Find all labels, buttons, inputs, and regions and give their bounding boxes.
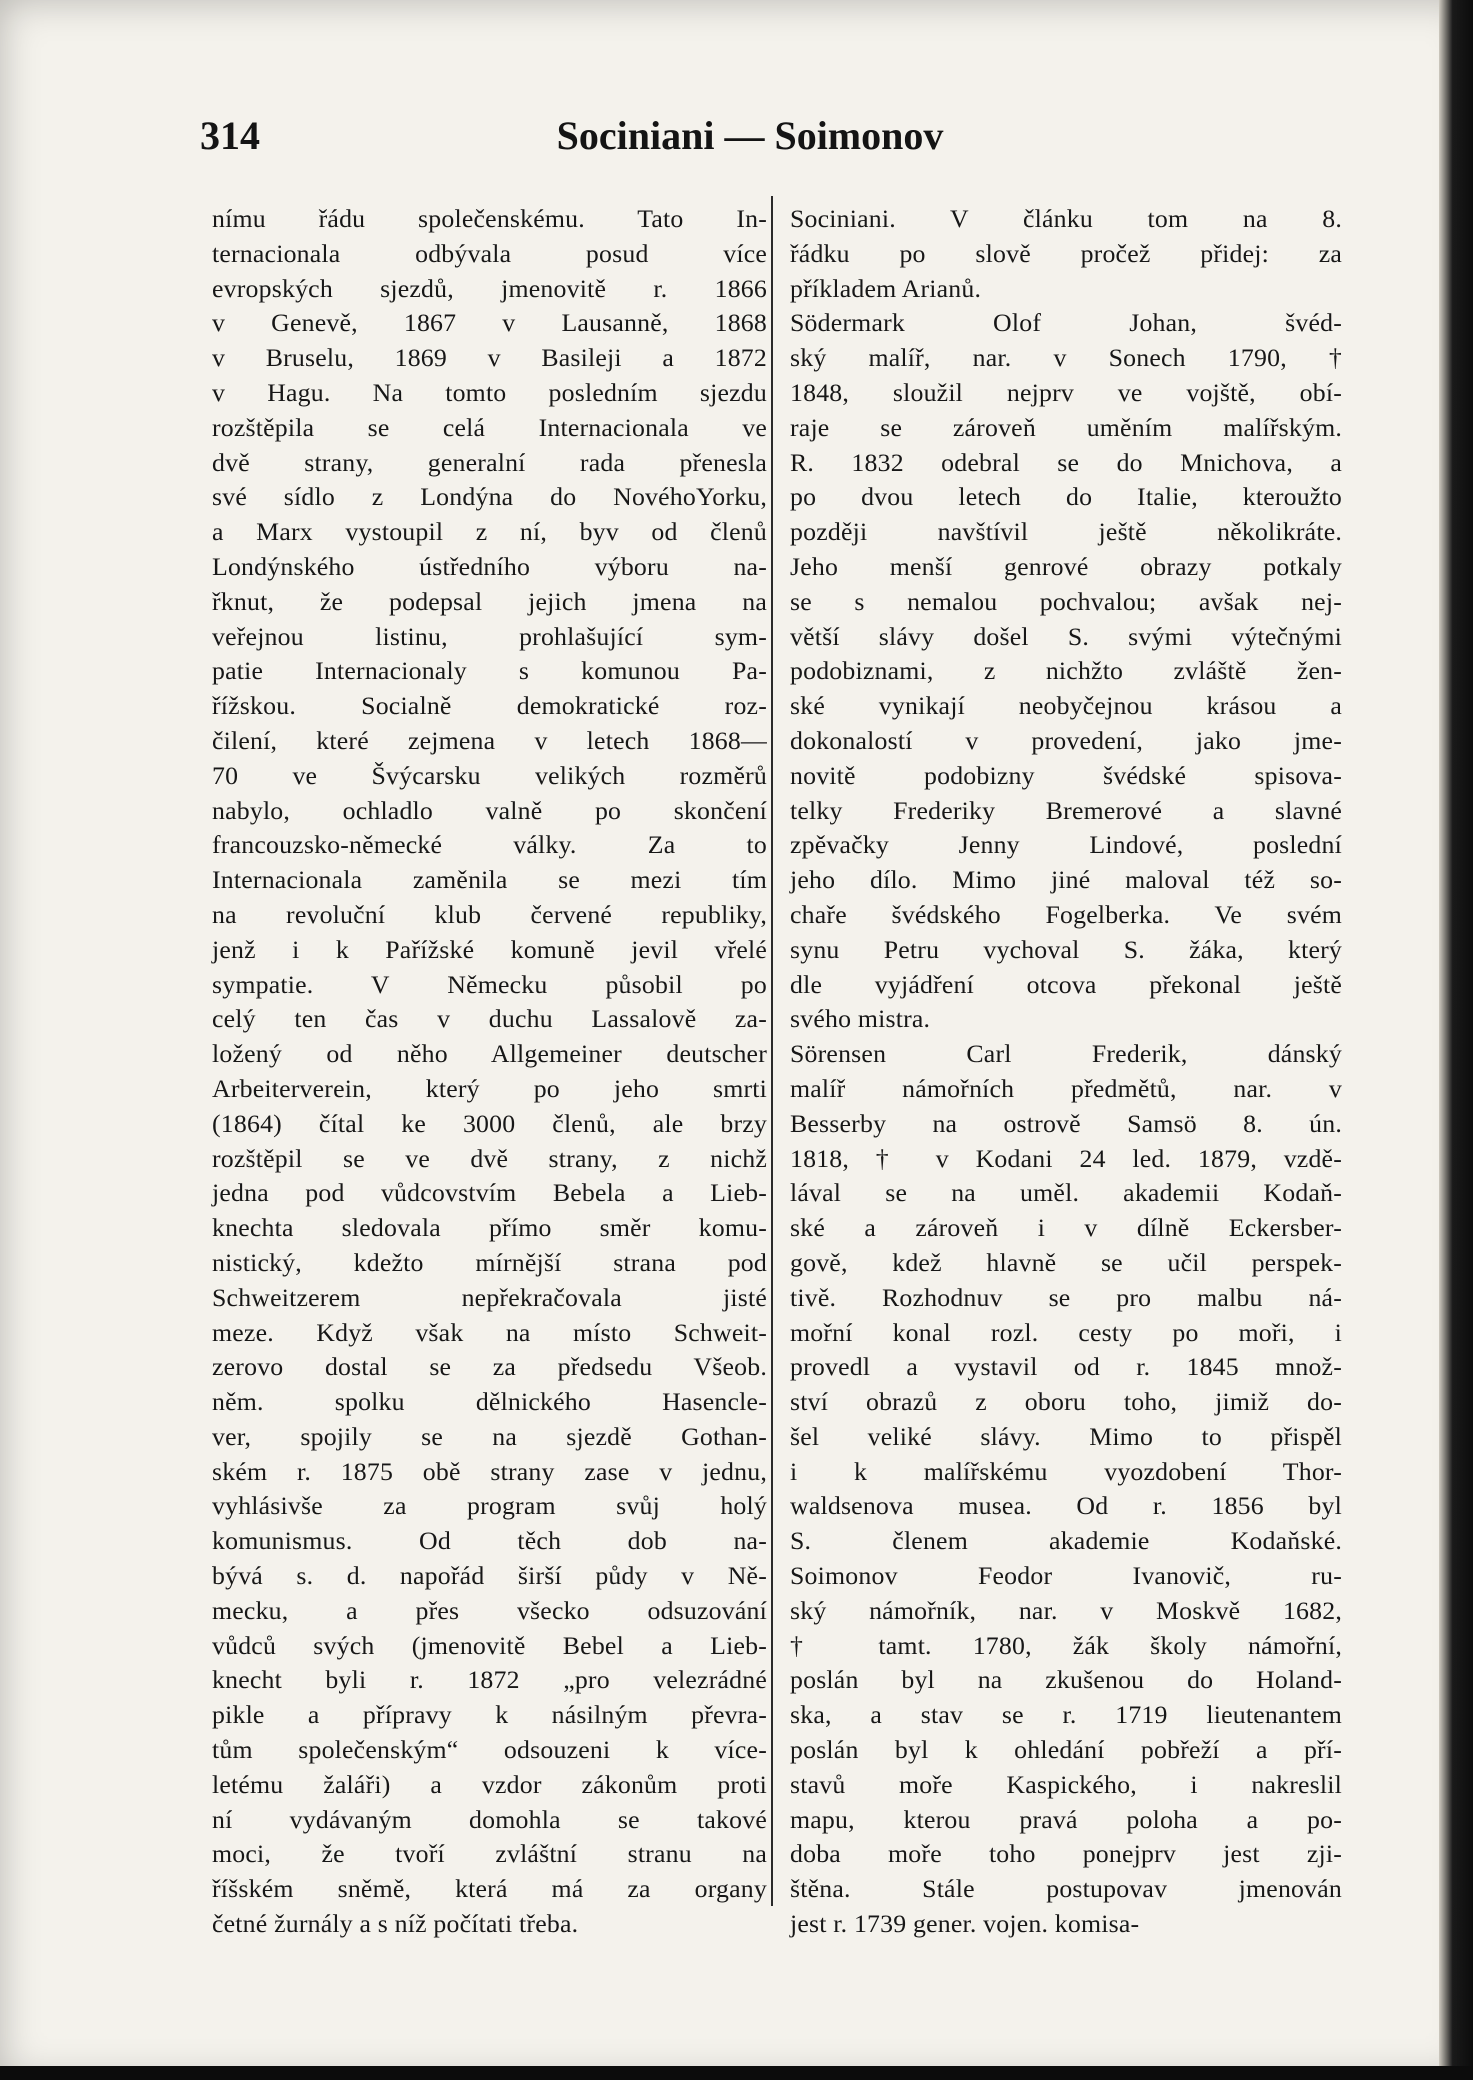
page-header xyxy=(200,112,1300,172)
text-line: doba moře toho ponejprv jest zji- xyxy=(790,1839,1342,1869)
text-line: ském r. 1875 obě strany zase v jednu, xyxy=(212,1456,767,1486)
text-line: jest r. 1739 gener. vojen. komisa- xyxy=(790,1909,1140,1939)
running-title: Sociniani — Soimonov xyxy=(556,113,944,158)
text-line: pikle a přípravy k násilným převra- xyxy=(212,1700,767,1730)
text-line: šel veliké slávy. Mimo to přispěl xyxy=(790,1421,1342,1451)
text-line: ver, spojily se na sjezdě Gothan- xyxy=(212,1421,767,1451)
text-line: později navštívil ještě několikráte. xyxy=(790,517,1342,547)
text-line: ský malíř, nar. v Sonech 1790, † xyxy=(790,343,1342,373)
text-line: 1848, sloužil nejprv ve vojště, obí- xyxy=(790,377,1342,407)
text-line: mapu, kterou pravá poloha a po- xyxy=(790,1804,1342,1834)
text-line: telky Frederiky Bremerové a slavné xyxy=(790,795,1342,825)
text-line: Arbeiterverein, který po jeho smrti xyxy=(212,1073,767,1103)
text-line: raje se zároveň uměním malířským. xyxy=(790,412,1342,442)
text-line: ní vydávaným domohla se takové xyxy=(212,1804,767,1834)
text-line: nímu řádu společenskému. Tato In- xyxy=(212,204,767,233)
text-line: říšském sněmě, která má za organy xyxy=(212,1874,767,1904)
text-line: svého mistra. xyxy=(790,1004,931,1034)
text-line: příkladem Arianů. xyxy=(790,273,982,303)
text-line: R. 1832 odebral se do Mnichova, a xyxy=(790,447,1342,477)
text-line: synu Petru vychoval S. žáka, který xyxy=(790,934,1342,964)
text-line: poslán byl k ohledání pobřeží a pří- xyxy=(790,1735,1342,1765)
text-line: větší slávy došel S. svými výtečnými xyxy=(790,621,1342,651)
text-line: Sörensen Carl Frederik, dánský xyxy=(790,1039,1342,1069)
text-line: na revoluční klub červené republiky, xyxy=(212,899,767,929)
text-line: četné žurnály a s níž počítati třeba. xyxy=(212,1909,579,1939)
page-edge-right xyxy=(1439,0,1473,2080)
text-line: ska, a stav se r. 1719 lieutenantem xyxy=(790,1700,1342,1730)
text-line: 1818, † v Kodani 24 led. 1879, vzdě- xyxy=(790,1143,1342,1173)
text-line: † tamt. 1780, žák školy námořní, xyxy=(790,1630,1342,1660)
page-edge-bottom xyxy=(0,2066,1473,2080)
text-line: waldsenova musea. Od r. 1856 byl xyxy=(790,1491,1342,1521)
text-line: jenž i k Pařížské komuně jevil vřelé xyxy=(212,934,767,964)
text-line: chaře švédského Fogelberka. Ve svém xyxy=(790,899,1342,929)
text-line: ložený od něho Allgemeiner deutscher xyxy=(212,1039,767,1069)
text-line: jedna pod vůdcovstvím Bebela a Lieb- xyxy=(212,1178,767,1208)
text-line: tům společenským“ odsouzeni k více- xyxy=(212,1735,767,1765)
left-column xyxy=(212,202,767,1942)
text-line: Londýnského ústředního výboru na- xyxy=(212,551,767,581)
text-line: čilení, které zejmena v letech 1868— xyxy=(212,725,767,755)
text-line: patie Internacionaly s komunou Pa- xyxy=(212,656,767,686)
text-line: francouzsko-německé války. Za to xyxy=(212,830,767,860)
text-line: štěna. Stále postupovav jmenován xyxy=(790,1874,1342,1904)
text-line: malíř námořních předmětů, nar. v xyxy=(790,1073,1342,1103)
text-line: novitě podobizny švédské spisova- xyxy=(790,760,1342,790)
text-line: Soimonov Feodor Ivanovič, ru- xyxy=(790,1561,1342,1591)
text-line: vyhlásivše za program svůj holý xyxy=(212,1491,767,1521)
text-line: něm. spolku dělnického Hasencle- xyxy=(212,1387,767,1417)
text-line: zerovo dostal se za předsedu Všeob. xyxy=(212,1352,767,1382)
text-line: gově, kdež hlavně se učil perspek- xyxy=(790,1247,1342,1277)
text-line: tivě. Rozhodnuv se pro malbu ná- xyxy=(790,1282,1342,1312)
text-line: rozštěpila se celá Internacionala ve xyxy=(212,412,767,442)
text-line: ství obrazů z oboru toho, jimiž do- xyxy=(790,1387,1342,1417)
text-line: v Genevě, 1867 v Lausanně, 1868 xyxy=(212,308,767,338)
text-line: podobiznami, z nichžto zvláště žen- xyxy=(790,656,1342,686)
text-line: ské a zároveň i v dílně Eckersber- xyxy=(790,1213,1342,1243)
text-line: řádku po slově pročež přidej: za xyxy=(790,238,1342,268)
text-line: lával se na uměl. akademii Kodaň- xyxy=(790,1178,1342,1208)
text-line: zpěvačky Jenny Lindové, poslední xyxy=(790,830,1342,860)
text-line: řknut, že podepsal jejich jmena na xyxy=(212,586,767,616)
text-line: evropských sjezdů, jmenovitě r. 1866 xyxy=(212,273,767,303)
text-line: moci, že tvoří zvláštní stranu na xyxy=(212,1839,767,1869)
text-line: komunismus. Od těch dob na- xyxy=(212,1526,767,1556)
page-number: 314 xyxy=(200,113,260,158)
text-line: 70 ve Švýcarsku velikých rozměrů xyxy=(212,760,767,790)
text-line: veřejnou listinu, prohlašující sym- xyxy=(212,621,767,651)
text-line: rozštěpil se ve dvě strany, z nichž xyxy=(212,1143,767,1173)
column-divider xyxy=(771,196,773,1906)
text-line: po dvou letech do Italie, kteroužto xyxy=(790,482,1342,512)
text-line: mořní konal rozl. cesty po moři, i xyxy=(790,1317,1342,1347)
text-line: meze. Když však na místo Schweit- xyxy=(212,1317,767,1347)
text-line: celý ten čas v duchu Lassalově za- xyxy=(212,1004,767,1034)
text-line: Södermark Olof Johan, švéd- xyxy=(790,308,1342,338)
text-line: vůdců svých (jmenovitě Bebel a Lieb- xyxy=(212,1630,767,1660)
text-line: ský námořník, nar. v Moskvě 1682, xyxy=(790,1595,1342,1625)
text-line: se s nemalou pochvalou; avšak nej- xyxy=(790,586,1342,616)
text-line: dle vyjádření otcova překonal ještě xyxy=(790,969,1342,999)
text-line: řížskou. Socialně demokratické roz- xyxy=(212,691,767,721)
text-line: a Marx vystoupil z ní, byv od členů xyxy=(212,517,767,547)
text-line: nabylo, ochladlo valně po skončení xyxy=(212,795,767,825)
text-line: Besserby na ostrově Samsö 8. ún. xyxy=(790,1108,1342,1138)
text-line: bývá s. d. napořád širší půdy v Ně- xyxy=(212,1561,767,1591)
text-line: ské vynikají neobyčejnou krásou a xyxy=(790,691,1342,721)
text-line: Sociniani. V článku tom na 8. xyxy=(790,204,1342,233)
right-column xyxy=(790,202,1342,1942)
text-line: Jeho menší genrové obrazy potkaly xyxy=(790,551,1342,581)
text-line: letému žaláři) a vzdor zákonům proti xyxy=(212,1769,767,1799)
text-line: i k malířskému vyozdobení Thor- xyxy=(790,1456,1342,1486)
text-line: knecht byli r. 1872 „pro velezrádné xyxy=(212,1665,767,1695)
text-line: dvě strany, generalní rada přenesla xyxy=(212,447,767,477)
text-line: ternacionala odbývala posud více xyxy=(212,238,767,268)
text-line: sympatie. V Německu působil po xyxy=(212,969,767,999)
text-line: v Hagu. Na tomto posledním sjezdu xyxy=(212,377,767,407)
text-line: jeho dílo. Mimo jiné maloval též so- xyxy=(790,865,1342,895)
text-line: nistický, kdežto mírnější strana pod xyxy=(212,1247,767,1277)
text-line: Schweitzerem nepřekračovala jisté xyxy=(212,1282,767,1312)
text-line: provedl a vystavil od r. 1845 množ- xyxy=(790,1352,1342,1382)
text-line: mecku, a přes všecko odsuzování xyxy=(212,1595,767,1625)
text-line: (1864) čítal ke 3000 členů, ale brzy xyxy=(212,1108,767,1138)
text-line: dokonalostí v provedení, jako jme- xyxy=(790,725,1342,755)
text-line: knechta sledovala přímo směr komu- xyxy=(212,1213,767,1243)
text-line: stavů moře Kaspického, i nakreslil xyxy=(790,1769,1342,1799)
text-line: Internacionala zaměnila se mezi tím xyxy=(212,865,767,895)
text-line: v Bruselu, 1869 v Basileji a 1872 xyxy=(212,343,767,373)
text-line: poslán byl na zkušenou do Holand- xyxy=(790,1665,1342,1695)
text-line: své sídlo z Londýna do NovéhoYorku, xyxy=(212,482,767,512)
text-line: S. členem akademie Kodaňské. xyxy=(790,1526,1342,1556)
